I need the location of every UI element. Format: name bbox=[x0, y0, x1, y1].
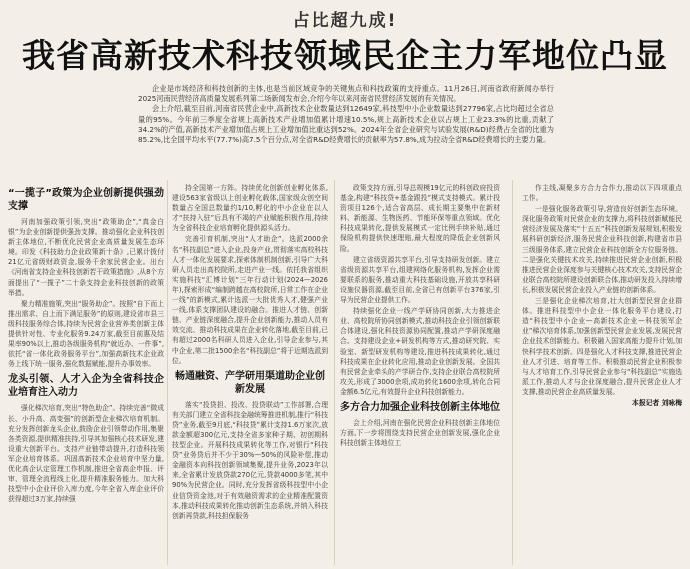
column-3 bbox=[340, 183, 500, 563]
body-paragraph: 持全国第一方阵。持续优化创新创业孵化体系,建设563家省级以上创业孵化载体,国家级众创空间数量占全国总数量约1/10,孵化的中小企业在以人才“扶持入驻”后具有不竭的产业赋能积极作用,持续为全省科技企业培育孵化提供源头活力。 bbox=[172, 184, 328, 233]
column-divider bbox=[167, 180, 168, 565]
body-paragraph: 强化梯次培育,突出“特色助企”。持续完善“微成长、小升高、高变强”的创新型企业梯次培育机制。充分发挥创新龙头企业,鼓励企业引领带动作用,集聚各类资源,提供精准扶持,引导其加强核心技术研发,建设重大创新平台。支持产业链带动提升,打造科技领军企业培育体系。巩固高新技术企业培育中坚力量,优化高企认定管理工作机制,推进全省高企申报、评审、管理全流程线上化,提升精准服务能力。加大科技型中小企业评价入库力度,今年全省入库企业评价获得超过3万家,持续强 bbox=[8, 404, 164, 504]
body-paragraph: 聚力精准施策,突出“服务助企”。按照“自下而上推出需求、自上而下满足服务”的原则,建设省市县三级科技服务综合体,持续为民营企业营养类创新主体提供针对性、专业化服务9.24万家,截至目前惠及结果率90%以上,推动各级服务机构“就近办、一件事”,依托“省一体化政务服务平台”,加强高新技术企业政务上线下统一服务,强化数据赋能,提升办事效率。 bbox=[8, 299, 164, 369]
lead-paragraph bbox=[138, 84, 554, 166]
column-1 bbox=[8, 183, 164, 563]
subheading: 龙头引领、人才入企为全省科技企业培育注入动力 bbox=[8, 374, 164, 399]
subheading: 多方合力加强企业科技创新主体地位 bbox=[340, 401, 500, 413]
kicker: 占比超九成! bbox=[292, 11, 398, 31]
body-paragraph: 作主线,凝聚多方合力合作力,推动以下四项重点工作。 bbox=[522, 184, 682, 203]
column-divider bbox=[334, 180, 335, 565]
body-paragraph: 持续强化企业一线产学研协同创新,大力推进企业、高校院所协同创新模式,推动科技企业引领创新联合体建设,强化科技资源协同配置,推动产学研深度融合。支持建设企业+研发机构等方式,推动研究院、实验室、新型研发机构等建设,推进科技成果转化,通过科技成果在企业转化应用,推动企业创新发展。全国共有民营企业牵头的产学研合作,支持企业联合高校院所攻关,形成了3000余项,成功转化1600余项,转化合同金额6.5亿元,有效提升企业科技创新能力。 bbox=[340, 307, 500, 396]
column-4 bbox=[522, 183, 682, 563]
subheading: 畅通融资、产学研用渠道助企业创新发展 bbox=[175, 370, 325, 395]
body-paragraph: 落实“投贷担、投改、投贷联动”工作部署,合理有关部门建立全省科技金融统筹推进机制,推行“科技贷”业务,截至9月底,“科技贷”累计支持1.6万家次,放款金额超300亿元,支持全省多家种子期、初创期科技型企业。开展科技成果转化等工作,对银行“科技贷”业务贷后并不少于30%—50%的风险补偿,推动金融资本向科技创新领域集聚,提升业务,2023年以来,全省累计发放贷款270亿元,贷款4000多笔,其中90%为民营企业。同时,充分发挥省级科技型中小企业信贷资金池,对于有效融资需求的企业精准配置资本,推动科技成果转化推动创新生态系统,并纳入科技创新再贷款,科技担保服务 bbox=[172, 400, 328, 520]
byline: 本报记者 刘咏梅 bbox=[632, 398, 682, 407]
lead-text-2: 会上介绍,截至目前,河南省民营企业中,高新技术企业数量达到12649家,科技型中小企业数量达到27796家,占比均超过全省总量的95%。今年前三季度全省规上高新技术产业增加值累计增速10.5%,规上高新技术企业以占规上工业23.3%的比重,贡献了34.2%的产值,高新技术产业增加值占规上工业增加值比重达到52%。2024年全省企业研究与试验发展(R&D)经费占全省的比重为85.2%,比全国平均水平(77.7%)高7.5个百分点,对全省R&D经费增长的贡献率为57.8%,成为拉动全省R&D经费增长的主要力量。 bbox=[138, 104, 554, 145]
body-paragraph: 政策支持方面,引导总规模19亿元的科创政府投资基金,构建“科技贷+基金跟投”模式支持模式。累计投资项目126个,适合省高层、成长期主要集中在新材料、新能源、生物医药、节能环保等重点领域。优化科技成果转化,提供发展模式一定比例手续补贴,通过保险机构提供快速理赔,最大程度的降低企业创新风险。 bbox=[340, 184, 500, 253]
body-paragraph: 会上介绍,河南在强化民营企业科技创新主体地位方面,下一步将围绕支持民营企业创新发展,强化企业科技创新主体地位工 bbox=[340, 418, 500, 448]
body-paragraph: 三是强化企业梯次培育,壮大创新型民营企业群体。推进科技型中小企业一体化服务平台建设,打造“科技型中小企业—高新技术企业—科技领军企业”梯次培育体系,加强创新型民营企业发展,发展民营企业技术创新能力。积极融入国家高能力提升计划,加快科学技术创新。四是强化人才科技支撑,推进民营企业人才引进、培育等工作。积极推动民营企业积极参与人才培育工作,引导民营企业参与“科技副总”实施选派工作,推动人才与企业深度融合,提升民营企业人才支撑,推动民营企业高质量发展。 bbox=[522, 297, 682, 396]
body-paragraph: 完善引育机制,突出“人才助企”。选派2000余名“科技副总”进入企业,投身产业,贯彻落实高校科技人才一体化发展要求,探索体制机制创新,引导广大科研人员走出高校院所,走进产业一线。依托我省组织实施科技“汇博计划”三年行动计划(2024—2026年),探索形成“编制跨越在高校院所,日常工作在企业一线”的新模式,累计选派一大批优秀人才,健强产业一线,体系支撑团队建设的融合。推进人才链、创新链、产业链深度融合,提升企业创新能力,推动人员有效交流、推动科技成果在企业转化落地,截至目前,已有超过2000名科研人员进入企业,引导企业参与,其中企业,第二批1500余名“科技副总”将于近期选派到位。 bbox=[172, 235, 328, 365]
column-divider bbox=[512, 180, 513, 565]
headline: 我省高新技术科技领域民企主力军地位凸显 bbox=[22, 36, 668, 75]
body-paragraph: 河南加强政策引领,突出“政策助企”,“真金白银”为企业创新提供强劲支撑。推动强化企业科技创新主体地位,不断优化民营企业高质量发展生态环境。印发《科技助力企业政策新十条》,已累计拨付21亿元省级财政资金,服务千余家民营企业。出台《河南省支持企业科技创新若干政策措施》,从8个方面提出了“一揽子”二十条支持企业科技创新的政策举措。 bbox=[8, 218, 164, 297]
body-paragraph: 一是强化服务政策引导,营造良好创新生态环境。深化服务政策对民营企业的支撑力,将科技创新赋能民营经济发展及落实“十五五”科技创新发展规划,积极发展科研创新经济,服务民营企业科技创新,构建省市县三级服务体系,建立民营企业科技创新全方位服务链。二是强化关键技术攻关,持续推进民营企业创新,积极推进民营企业深度参与关键核心技术攻关,支持民营企业联合高校院所建设创新联合体,推动研发投入持续增长,积极发展民营企业投入产业链的创新体系。 bbox=[522, 205, 682, 294]
column-2 bbox=[172, 183, 328, 563]
body-paragraph: 建立省级资源共享平台,引导支持研发创新。建立省级资源共享平台,组建网络化服务机构,发挥企业需要联系的服务,推动重大科技基础设施,开放共享科研设施仪器资源,截至目前,全省已有创新平台376家,引导为民营企业提供工作。 bbox=[340, 255, 500, 305]
subheading: “一揽子”政策为企业创新提供强劲支撑 bbox=[8, 188, 164, 212]
lead-text-1: 企业是市场经济和科技创新的主体,也是当前区域竞争的关键焦点和科技政策的支持重点。11月26日,河南省政府新闻办举行2025河南民营经济高质量发展系列第二场新闻发布会,介绍今年以来河南省民营经济发展的有关情况。 bbox=[138, 84, 554, 104]
